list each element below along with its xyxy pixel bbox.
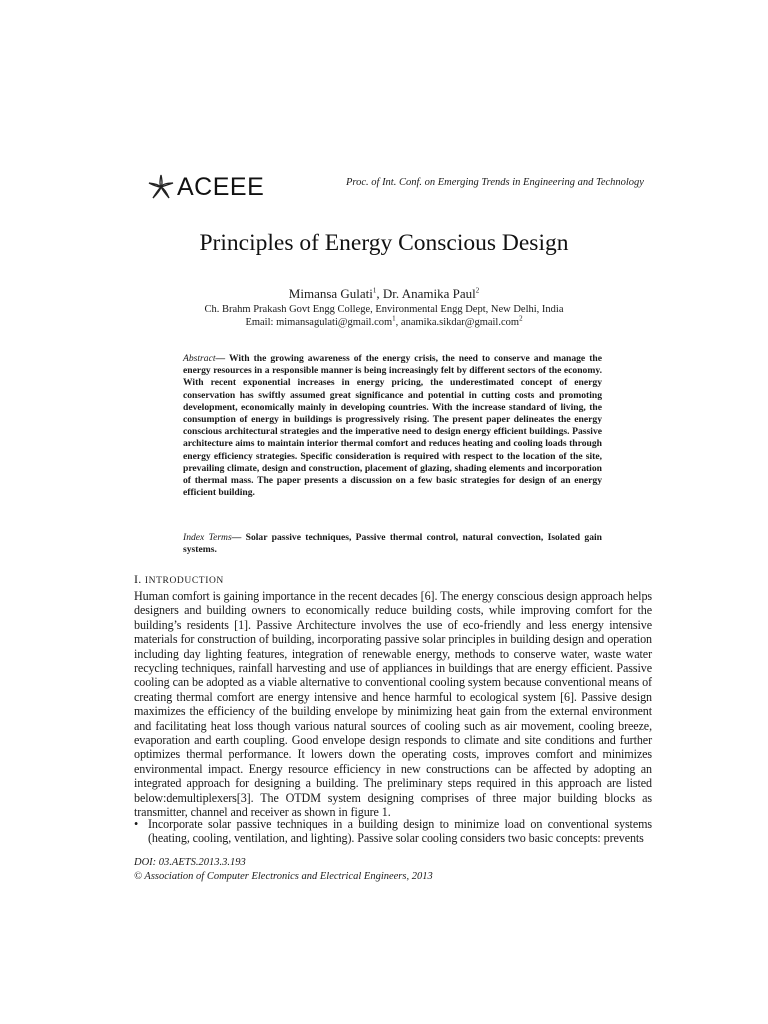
author-1: Mimansa Gulati — [288, 286, 373, 301]
copyright: © Association of Computer Electronics and Electrical Engineers, 2013 — [134, 871, 433, 882]
index-terms-text: — Solar passive techniques, Passive thermal control, natural convection, Isolated gain systems. — [183, 532, 603, 556]
email-line — [0, 314, 768, 328]
aceee-logo — [146, 172, 264, 202]
abstract-text: — With the growing awareness of the energy crisis, the need to conserve and manage the energy resources in a responsible manner is being increasingly felt by different sectors of the economy. With recent exponential increases in energy pricing, the underestimated concept of energy conservation has swiftly assumed great significance and potential in cutting costs and promoting development, economically mainly in developing countries. With the increase standard of living, the consumption of energy in buildings is progressively rising. The present paper delineates the energy conscious architectural strategies and the imperative need to design energy efficient buildings. Passive architecture aims to maintain interior thermal comfort and reduces heating and cooling loads through energy efficiency strategies. Specific consideration is required with respect to the location of the site, prevailing climate, design and construction, placement of glazing, shading elements and incorporation of thermal mass. The paper presents a discussion on a few basic strategies for design of an energy efficient building. — [183, 353, 602, 499]
email-2-sup: 2 — [519, 314, 523, 323]
logo-text: ACEEE — [177, 172, 265, 201]
author-1-sup: 1 — [372, 286, 377, 295]
doi: DOI: 03.AETS.2013.3.193 — [134, 857, 246, 868]
abstract-label: Abstract — [183, 353, 216, 364]
section-title: INTRODUCTION — [144, 576, 224, 586]
author-2: Dr. Anamika Paul — [382, 286, 476, 301]
email-separator: , — [395, 317, 401, 328]
affiliation: Ch. Brahm Prakash Govt Engg College, Environmental Engg Dept, New Delhi, India — [204, 304, 564, 315]
bullet-text: Incorporate solar passive techniques in a building design to minimize load on conventional systems (heating, cooling, ventilation, and lighting). Passive solar cooling considers two basic concepts: prevents — [148, 817, 652, 846]
email-1[interactable]: mimansagulati@gmail.com — [276, 317, 393, 328]
email-2[interactable]: anamika.sikdar@gmail.com — [400, 317, 520, 328]
section-number: I. — [134, 572, 145, 586]
email-prefix: Email: — [245, 317, 277, 328]
bullet-symbol: • — [134, 817, 139, 831]
index-terms — [183, 532, 602, 556]
paper-title: Principles of Energy Conscious Design — [199, 230, 569, 256]
star-logo-icon — [146, 172, 176, 202]
abstract — [183, 353, 602, 499]
index-terms-label: Index Terms — [183, 532, 232, 543]
proceedings-header: Proc. of Int. Conf. on Emerging Trends in Engineering and Technology — [346, 177, 644, 188]
email-1-sup: 1 — [392, 314, 396, 323]
authors-line — [0, 286, 768, 302]
author-separator: , — [376, 286, 383, 301]
author-2-sup: 2 — [475, 286, 480, 295]
intro-paragraph: Human comfort is gaining importance in the recent decades [6]. The energy conscious design approach helps designers and building owners to economically reduce building costs, while improving comfort for the building’s residents [1]. Passive Architecture involves the use of eco-friendly and less energy intensive materials for construction of building, incorporating passive solar principles in building design and operation including day lighting features, integration of renewable energy, methods to conserve water, waste water recycling techniques, rainfall harvesting and use of appliances in buildings that are energy efficient. Passive cooling can be adopted as a viable alternative to conventional cooling system because conventional means of creating thermal comfort are energy intensive and hence harmful to ecological system [6]. Passive design maximizes the efficiency of the building envelope by minimizing heat gain from the external environment and facilitating heat loss though various natural sources of cooling such as air movement, cooling breeze, evaporation and earth coupling. Good envelope design responds to climate and site conditions and further optimizes thermal performance. It lowers down the operating costs, improves comfort and minimizes environmental impact. Energy resource efficiency in new constructions can be affected by adopting an integrated approach for designing a building. The preliminary steps required in this approach are listed below:demultiplexers[3]. The OTDM system designing comprises of three major building blocks as transmitter, channel and receiver as shown in figure 1. — [134, 589, 652, 820]
section-heading — [134, 572, 224, 587]
bullet-item — [134, 817, 652, 846]
